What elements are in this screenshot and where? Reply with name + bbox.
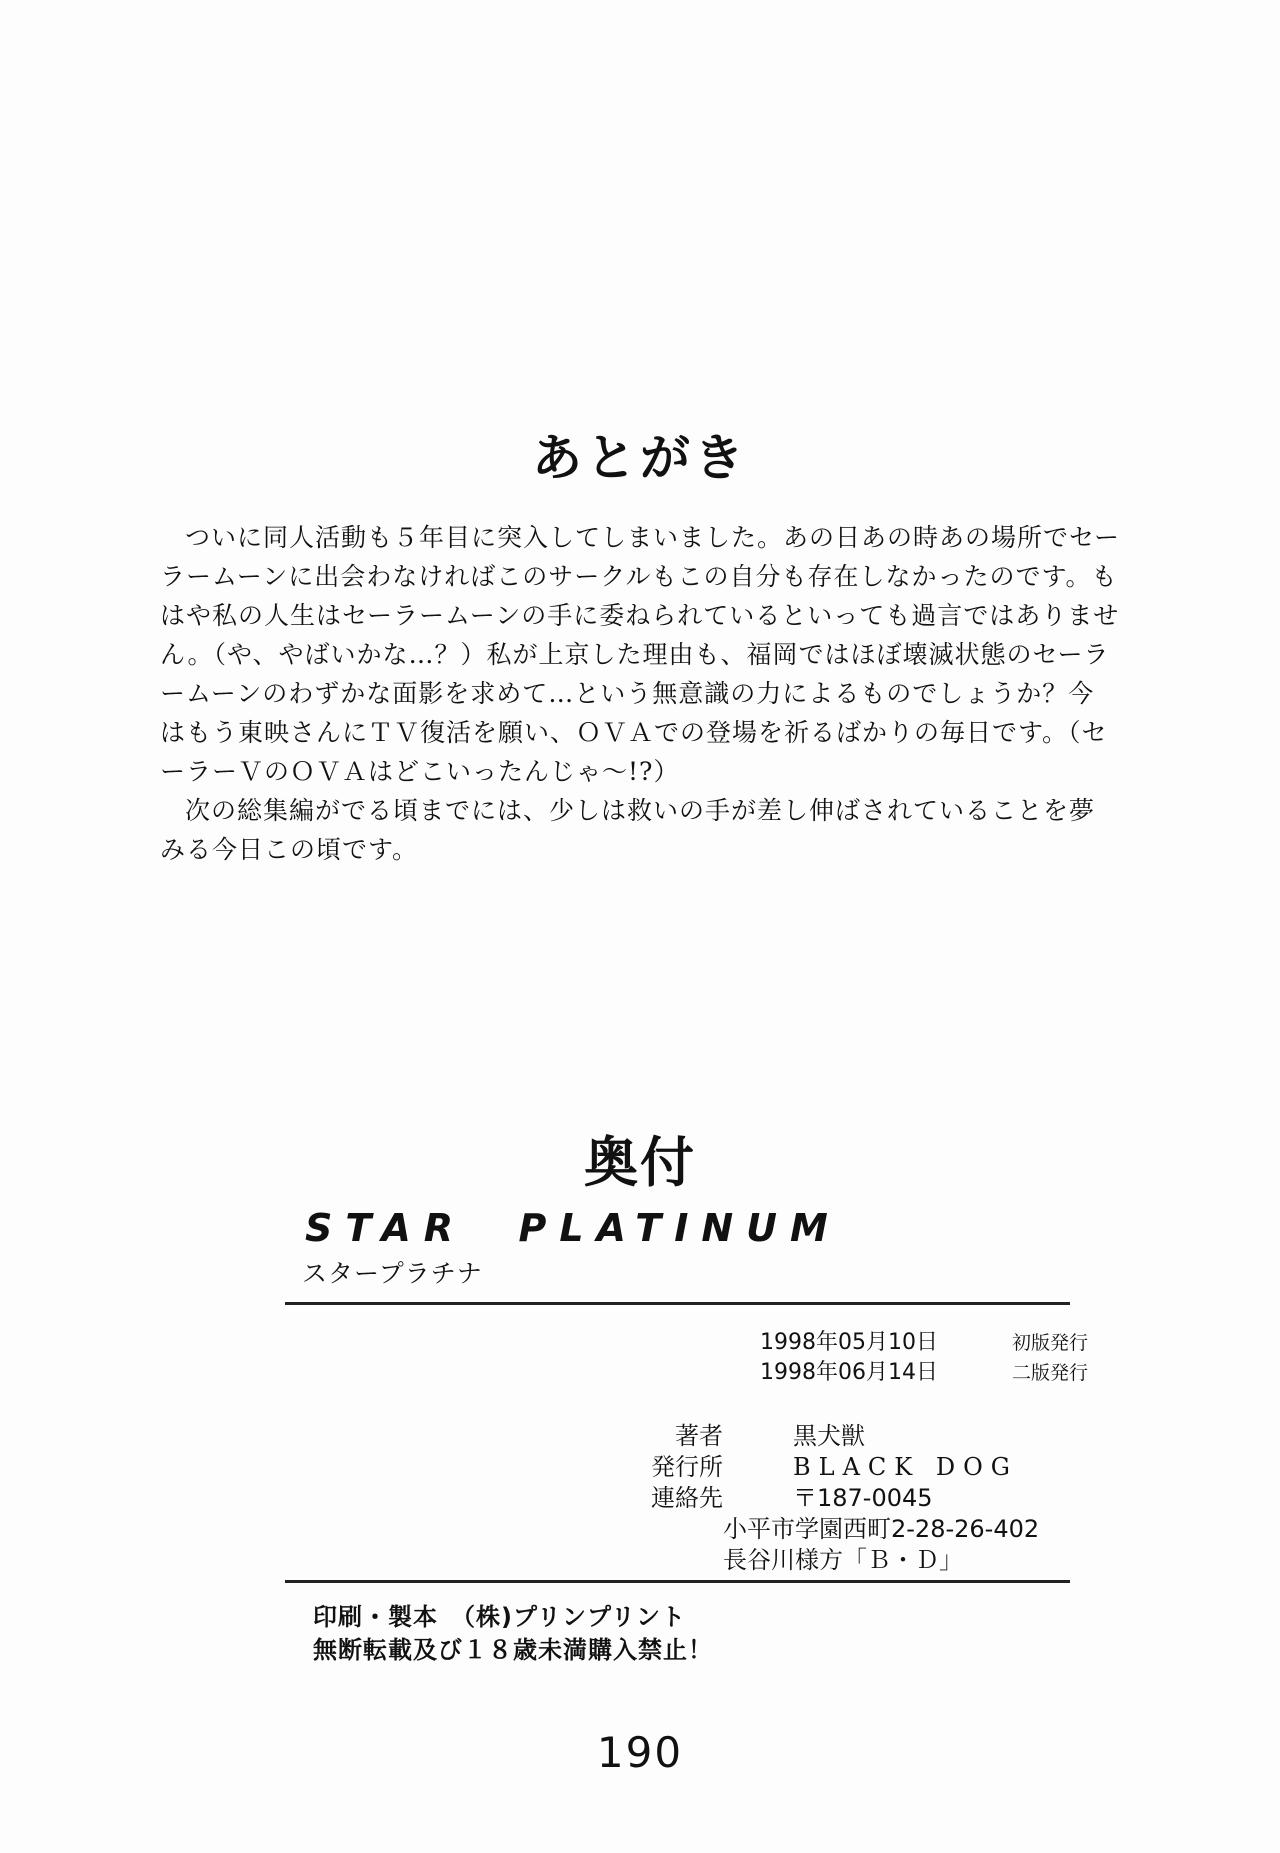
divider-bottom (285, 1580, 1070, 1583)
contact-label: 連絡先 (651, 1484, 723, 1512)
printer-line: 印刷・製本 （株)プリンプリント (313, 1603, 687, 1631)
edition-date: 1998年05月10日 (760, 1330, 938, 1355)
publisher-label: 発行所 (651, 1453, 723, 1481)
postal-code: 〒187-0045 (793, 1484, 933, 1512)
edition-date: 1998年06月14日 (760, 1360, 938, 1385)
address-line-2: 長谷川様方「Ｂ・Ｄ」 (723, 1546, 963, 1574)
edition-row (760, 1355, 1088, 1386)
credit-publisher (560, 1447, 1018, 1482)
credit-author (560, 1416, 865, 1451)
address-line-1: 小平市学園西町2-28-26-402 (723, 1515, 1040, 1543)
author-name: 黒犬獣 (793, 1422, 865, 1450)
edition-row (760, 1325, 1088, 1356)
colophon-title: 奥付 (584, 1131, 696, 1194)
afterword-body (160, 518, 1120, 869)
divider-top (285, 1302, 1070, 1305)
page-number: 190 (596, 1728, 684, 1777)
publisher-name: BLACK DOG (793, 1453, 1018, 1481)
author-label: 著者 (675, 1422, 723, 1450)
afterword-paragraph-1: ついに同人活動も５年目に突入してしまいました。あの日あの時あの場所でセーラームーンに出会わなければこのサークルもこの自分も存在しなかったのです。もはや私の人生はセーラームーンの手に委ねられているといっても過言ではありません。（や、やばいかな…？）私が上京した理由も、福岡ではほぼ壊滅状態のセーラームーンのわずかな面影を求めて…という無意識の力によるものでしょうか？今はもう東映さんにＴＶ復活を願い、ＯＶＡでの登場を祈るばかりの毎日です。（セーラーＶのＯＶＡはどこいったんじゃ～!?） (160, 523, 1121, 786)
book-title-reading: スタープラチナ (302, 1259, 483, 1288)
afterword-paragraph-2: 次の総集編がでる頃までには、少しは救いの手が差し伸ばされていることを夢みる今日この頃です。 (160, 796, 1096, 864)
edition-label: 初版発行 (1012, 1332, 1089, 1354)
credit-contact (560, 1478, 933, 1513)
edition-label: 二版発行 (1012, 1362, 1089, 1384)
book-title: STAR PLATINUM (305, 1206, 841, 1250)
copyright-notice: 無断転載及び１８歳未満購入禁止！ (313, 1636, 713, 1664)
afterword-title: あとがき (532, 429, 748, 487)
